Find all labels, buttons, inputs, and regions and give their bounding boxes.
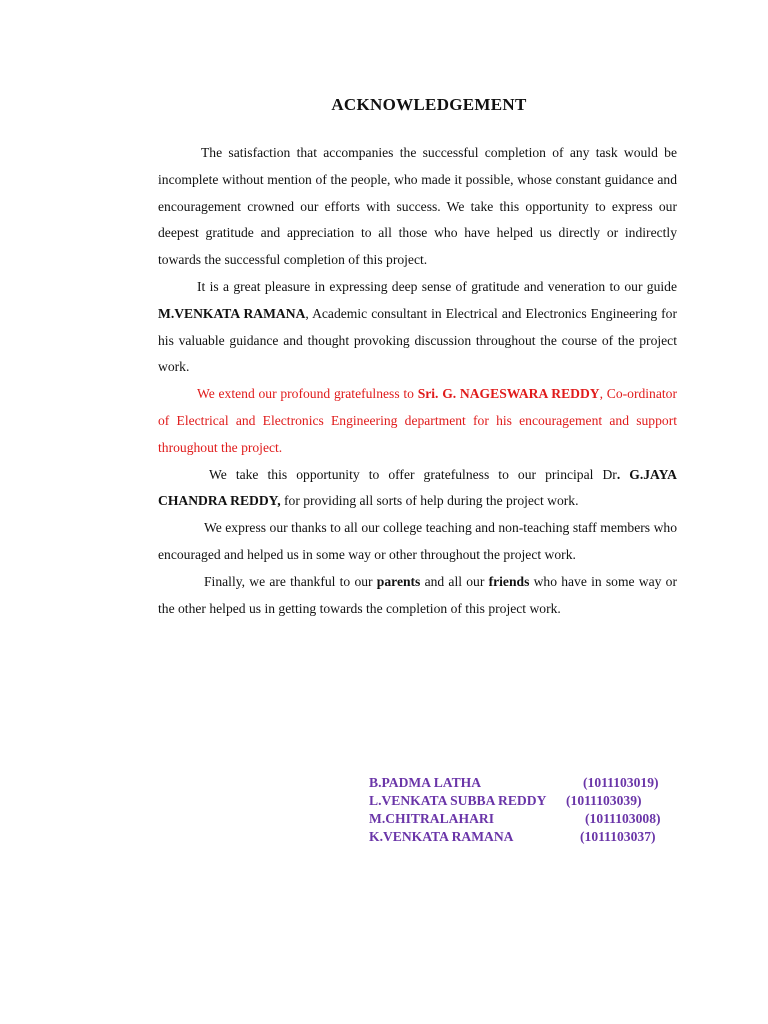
paragraph-coordinator xyxy=(158,381,677,461)
roll-number: (1011103008) xyxy=(585,811,661,826)
friends-word: friends xyxy=(488,573,530,589)
roll-number: (1011103019) xyxy=(583,775,659,790)
student-name: M.CHITRALAHARI xyxy=(369,811,494,826)
page-title: ACKNOWLEDGEMENT xyxy=(331,95,527,114)
roll-number: (1011103039) xyxy=(566,793,642,808)
paragraph-text: Finally, we are thankful to our xyxy=(204,573,377,589)
paragraph-principal xyxy=(158,462,677,516)
guide-name: M.VENKATA RAMANA xyxy=(158,305,306,321)
student-name: K.VENKATA RAMANA xyxy=(369,829,514,844)
paragraph-text: for providing all sorts of help during the project work. xyxy=(280,493,579,509)
signature-row xyxy=(369,774,689,792)
signature-row xyxy=(369,792,689,810)
paragraph-text: It is a great pleasure in expressing deep sense of gratitude and veneration to our guide xyxy=(197,278,677,294)
parents-word: parents xyxy=(376,573,421,589)
paragraph-text: , Academic consultant in Electrical and Electronics Engineering for his valuable guidance and thought provoking discussion throughout the course of the project work. xyxy=(158,305,678,375)
principal-name: . G.JAYA CHANDRA REDDY, xyxy=(158,466,677,509)
paragraph-text: who have in some way or the other helped us in getting towards the completion of this project work. xyxy=(158,573,677,616)
signature-row xyxy=(369,810,689,828)
paragraph-satisfaction: The satisfaction that accompanies the successful completion of any task would be incomplete without mention of the people, who made it possible, whose constant guidance and encouragement crowned our efforts with success. We take this opportunity to express our deepest gratitude and appreciation to all those who have helped us directly or indirectly towards the successful completion of this project. xyxy=(158,145,677,268)
paragraph-text: and all our xyxy=(420,573,489,589)
paragraph-text: We extend our profound gratefulness to xyxy=(197,386,418,402)
paragraph-text: , Co-ordinator of Electrical and Electronics Engineering department for his encouragement and support throughout the project. xyxy=(158,386,677,455)
roll-number: (1011103037) xyxy=(580,829,656,844)
acknowledgement-body xyxy=(158,140,677,622)
signature-row xyxy=(369,828,689,846)
signature-block xyxy=(369,774,689,846)
paragraph-staff: We express our thanks to all our college teaching and non-teaching staff members who encouraged and helped us in some way or other throughout the project work. xyxy=(158,520,677,562)
student-name: B.PADMA LATHA xyxy=(369,775,482,790)
student-name: L.VENKATA SUBBA REDDY xyxy=(369,793,547,808)
paragraph-guide xyxy=(158,274,677,381)
paragraph-parents-friends xyxy=(158,569,677,623)
paragraph-text: We take this opportunity to offer gratefulness to our principal Dr xyxy=(209,466,617,482)
coordinator-name: Sri. G. NAGESWARA REDDY xyxy=(417,386,600,402)
